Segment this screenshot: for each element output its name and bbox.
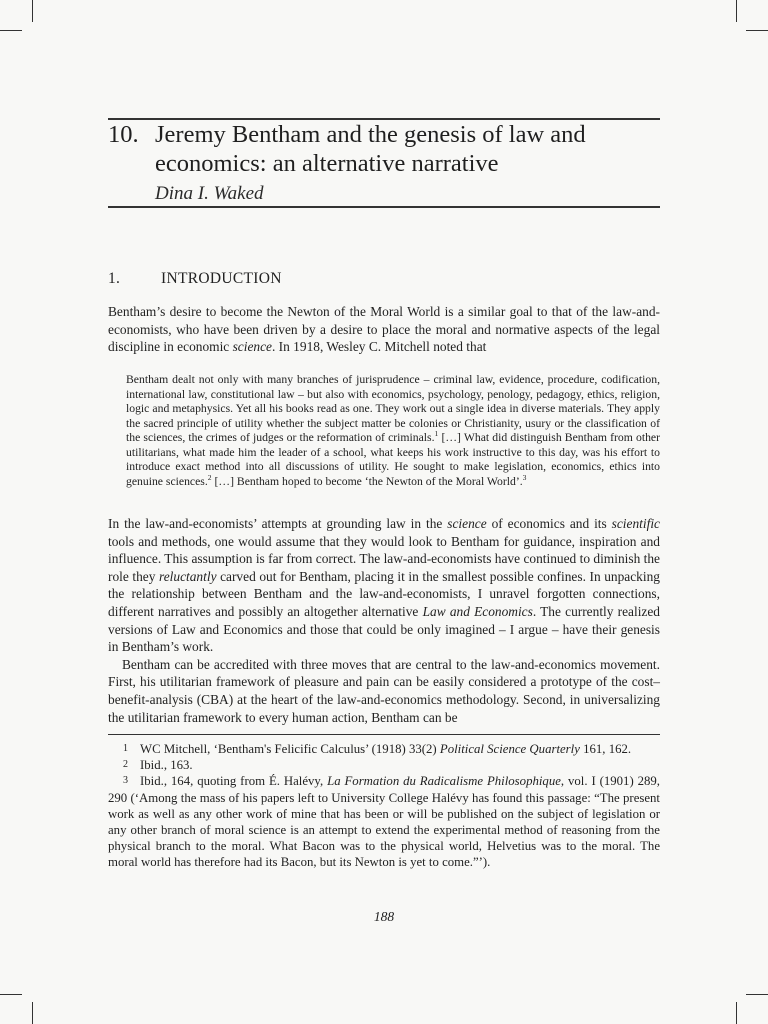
paragraph-2-emphasis-reluctantly: reluctantly (159, 568, 217, 584)
quote-text-b: […] What did distinguish Bentham from other utilitarians, what made him the leader of a school, what keeps his work instructive to this day, was his effort to introduce exact method into all discussions of utility. He sought to make legislation, economics, ethics into genuine sciences. (126, 431, 660, 488)
footnote-1-journal: Political Science Quarterly (439, 742, 580, 756)
body-continuation (108, 515, 660, 726)
footnote-2-number: 2 (123, 759, 128, 771)
block-quote (126, 373, 660, 489)
crop-mark-bottom-left (32, 1002, 33, 1024)
quote-text-c: […] Bentham hoped to become ‘the Newton of the Moral World’. (211, 474, 523, 488)
footnote-1-text-c: 161, 162. (579, 742, 632, 756)
paragraph-2-emphasis-law-and-economics: Law and Economics (422, 603, 533, 619)
quote-text-a: Bentham dealt not only with many branches of jurisprudence – criminal law, evidence, procedure, codification, international law, constitutional law – but also with economics, psychology, penology, pedagogy, ethics, religion, logic and metaphysics. Yet all his books read as one. They work out a single idea in diverse materials. They apply the sacred principle of utility whether the subject matter be colonies or Christianity, usury or the classification of the sciences, the crimes of judges or the reformation of criminals. (126, 373, 660, 445)
footnotes (108, 741, 660, 871)
footnote-ref-3[interactable]: 3 (522, 472, 527, 482)
paragraph-1-emphasis: science (232, 339, 272, 355)
crop-mark-top-right (736, 0, 737, 22)
footnote-2 (108, 757, 660, 773)
footnote-3-text-a: Ibid., 164, quoting from É. Halévy, (140, 774, 328, 789)
book-page (108, 0, 660, 1024)
footnote-2-text: Ibid., 163. (140, 758, 193, 773)
footnote-3 (108, 773, 660, 870)
chapter-number: 10. (108, 121, 139, 148)
crop-mark-top-left (32, 0, 33, 22)
crop-mark-top-left-h (0, 30, 22, 31)
paragraph-1-text-c: . In 1918, Wesley C. Mitchell noted that (271, 339, 487, 355)
paragraph-1 (108, 303, 660, 356)
paragraph-2-emphasis-scientific: scientific (611, 516, 660, 531)
paragraph-2 (108, 515, 660, 656)
title-bottom-rule (108, 206, 660, 208)
paragraph-1-text-a: Bentham’s desire to become the Newton of the Moral World is a similar goal to that of the law-and-economists, who have been driven by a desire to place the moral and normative aspects of the legal discipline in economic (108, 304, 660, 355)
section-number: 1. (108, 270, 121, 287)
footnote-3-text-c: , vol. I (1901) 289, 290 (‘Among the mass of his papers left to University College Halévy has found this passage: “The present work as well as any other work of mine that has been or will be published on the subject of legislation or any other branch of moral science is an attempt to extend the experimental method of reasoning from the physical branch to the moral. What Bacon was to the physical world, Helvetius was to the moral. The moral world has therefore had its Bacon, but its Newton is yet to come.”’). (108, 774, 660, 870)
section-title: INTRODUCTION (161, 270, 282, 287)
paragraph-2-text-g: carved out for Bentham, placing it in the smallest possible confines. In unpacking the relationship between Bentham and the law-and-economists, I unravel forgotten connections, different narratives and possibly an altogether alternative (108, 568, 660, 619)
paragraph-3: Bentham can be accredited with three moves that are central to the law-and-economics movement. First, his utilitarian framework of pleasure and pain can be easily considered a prototype of the cost–benefit-analysis (CBA) at the heart of the law-and-economics methodology. Second, in universalizing the utilitarian framework to every human action, Bentham can be (108, 656, 660, 725)
chapter-title-line1: Jeremy Bentham and the genesis of law and (155, 121, 586, 148)
footnote-ref-2[interactable]: 2 (207, 472, 212, 482)
paragraph-2-text-i: . The currently realized versions of Law and Economics and those that could be only imagined – I argue – have their genesis in Bentham’s work. (108, 603, 661, 655)
crop-mark-bottom-left-h (0, 994, 22, 995)
footnote-1-text-a: WC Mitchell, ‘Bentham's Felicific Calculus’ (1918) 33(2) (140, 742, 440, 756)
footnote-3-book-title: La Formation du Radicalisme Philosophique (327, 774, 561, 789)
footnote-1 (108, 741, 660, 757)
paragraph-2-text-c: of economics and its (486, 516, 612, 531)
section-heading (108, 270, 282, 288)
footnote-3-number: 3 (123, 775, 128, 787)
footnote-ref-1[interactable]: 1 (434, 429, 439, 439)
chapter-header (108, 120, 660, 205)
chapter-title (108, 120, 660, 178)
chapter-title-text (155, 120, 586, 178)
paragraph-2-emphasis-science: science (447, 516, 487, 531)
crop-mark-top-right-h (746, 30, 768, 31)
chapter-title-line2: economics: an alternative narrative (155, 150, 499, 177)
page-number: 188 (373, 909, 395, 924)
crop-mark-bottom-right (736, 1002, 737, 1024)
chapter-author: Dina I. Waked (155, 183, 264, 204)
paragraph-2-text-a: In the law-and-economists’ attempts at grounding law in the (108, 516, 448, 531)
paragraph-2-text-e: tools and methods, one would assume that they would look to Bentham for guidance, inspiration and influence. This assumption is far from correct. The law-and-economists have continued to diminish the role they (108, 533, 660, 584)
footnote-separator (108, 734, 660, 735)
crop-mark-bottom-right-h (746, 994, 768, 995)
footnote-1-number: 1 (123, 743, 128, 754)
